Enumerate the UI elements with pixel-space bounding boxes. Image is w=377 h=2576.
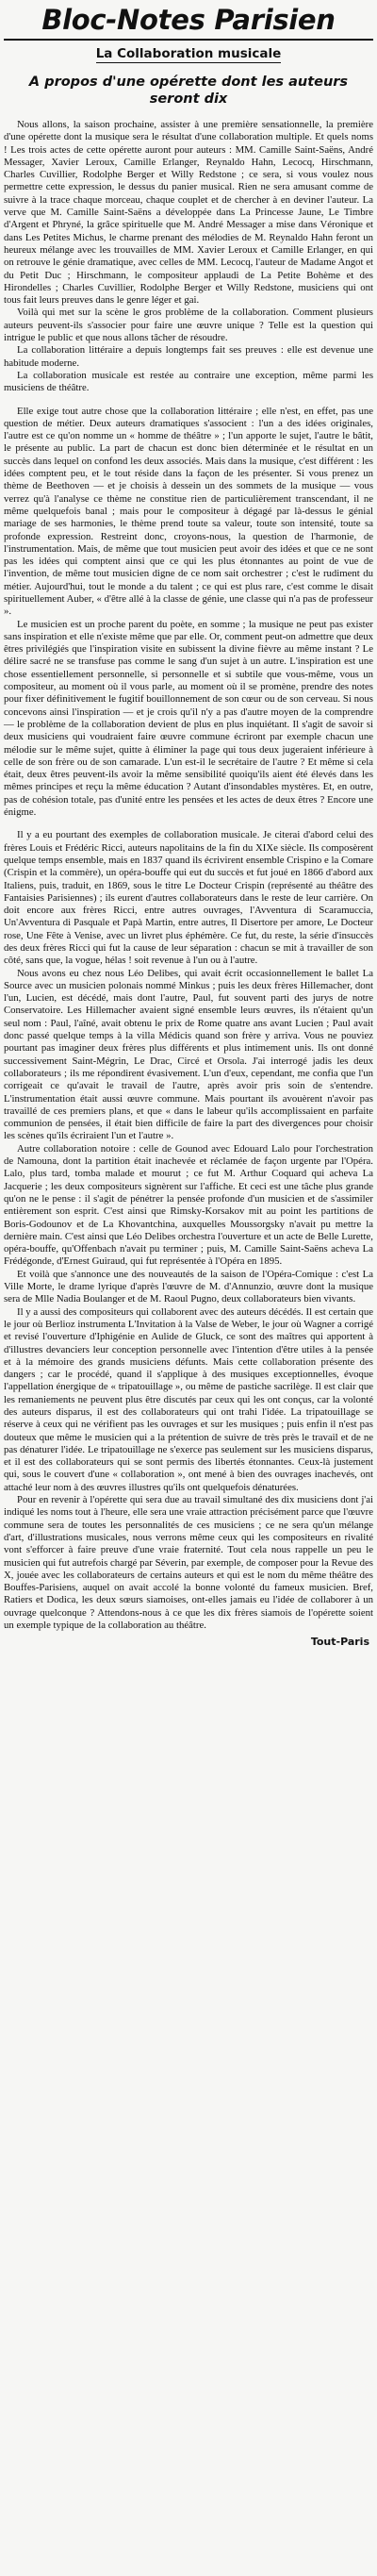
article-paragraph: Nous allons, la saison prochaine, assister à une première sensationnelle, la première d'une opérette dont la musique sera le résultat d'une collaboration multiple. Et quels noms ! Les trois actes de cette opérette auront pour auteurs : MM. Camille Saint-Saëns, André Messager, Xavier Leroux, Camille Erlanger, Reynaldo Hahn, Lecocq, Hirschmann, Charles Cuvillier, Rodolphe Berger et Willy Redstone ; ce sera, si vous voulez nous permettre cette expression, le dessus du panier musical. Rien ne sera amusant comme de suivre à la trace chaque morceau, chaque couplet et de chercher à en deviner l'auteur. La verve que M. Camille Saint-Saëns a développée dans La Princesse Jaune, Le Timbre d'Argent et Phryné, la grâce spirituelle que M. André Messager a mise dans Véronique et dans Les Petites Michus, le charme prenant des mélodies de M. Reynaldo Hahn feront un heureux mélange avec les trouvailles de MM. Xavier Leroux et Camille Erlanger, en qui on retrouve le génie dramatique, avec celles de MM. Lecocq, l'auteur de Madame Angot et du Petit Duc ; Hirschmann, le compositeur applaudi de La Petite Bohème et des Hirondelles ; Charles Cuvillier, Rodolphe Berger et Willy Redstone, musiciens qui ont tous fait leurs preuves dans le genre léger et gai.	[4, 119, 373, 307]
masthead-rule	[4, 39, 373, 41]
article-headline: A propos d'une opérette dont les auteurs seront dix	[28, 75, 349, 107]
article-signature: Tout-Paris	[310, 1636, 369, 1649]
section-spacer	[4, 395, 373, 406]
article-paragraph: Il y a aussi des compositeurs qui collaborent avec des auteurs décédés. Il est certain que le jour où Berlioz instrumenta L'Invitation à la Valse de Weber, le jour où Wagner a corrigé et revisé l'ouverture d'Iphigénie en Aulide de Gluck, ce sont des maîtres qui apportent à d'illustres devanciers leur conception personnelle avec l'intention d'être utiles à la pensée et à la mémoire des grands musiciens défunts. Mais cette collaboration présente des dangers ; car le procédé, quand il s'applique à des musiques exceptionnelles, évoque l'appellation énergique de « tripatouillage », ou même de pastiche sacrilège. Il est clair que les remaniements ne peuvent plus être discutés par ceux qui les ont conçus, car la volonté des auteurs disparus, il est des collaborateurs qui ont trahi l'idée. La tripatouillage se réserve à ceux qui ne vérifient pas les ouvrages et sur les musiques ; puis enfin il n'est pas douteux que même le musicien qui a la prétention de suivre de très près le travail et de ne pas dénaturer l'idée. Le tripatouillage ne s'exerce pas seulement sur les musiciens disparus, et il est des collaborateurs qui se sont permis des libertés étonnantes. Ceux-là justement qui, sous le couvert d'une « collaboration », ont mené à bien des ouvrages inachevés, ont attaché leur nom à des œuvres illustres qu'ils ont quelquefois dénaturées.	[4, 1305, 373, 1493]
article-paragraph: Elle exige tout autre chose que la collaboration littéraire ; elle n'est, en effet, pas une question de métier. Deux auteurs dramatiques s'associent : l'un a des idées originales, l'autre est ce qu'on nomme un « homme de théâtre » ; l'un apporte le sujet, l'autre le bâtit, le présente au public. La part de chacun est donc bien déterminée et le résultat en un succès dans lequel on confond les deux associés. Mais dans la musique, c'est différent : les idées comptent peu, et le tout réside dans la façon de les présenter. Si vous prenez un thème de Beethoven — et je choisis à dessein un des sommets de la musique — vous verrez qu'à l'analyse ce thème ne constitue rien de particulièrement transcendant, il ne même quelquefois banal ; mais pour le compositeur à dégagé par là-dessus le génial mariage de ses harmonies, le thème prend toute sa valeur, toute son intensité, toute sa profonde expression. Restreint donc, croyons-nous, la question de l'harmonie, de l'instrumentation. Mais, de même que tout musicien peut avoir des idées et que ce ne sont pas les idées qui comptent ainsi que ce qui les plus étonnantes au point de vue de l'invention, de même tout musicien digne de ce nom sait orchestrer ; c'est le rudiment du métier. Aujourd'hui, tout le monde a du talent ; ce qui est plus rare, c'est comme le disait spirituellement Auber, « d'être allé à la classe de génie, une classe qui n'a pas de professeur ».	[4, 405, 373, 618]
article-paragraph: Autre collaboration notoire : celle de Gounod avec Edouard Lalo pour l'orchestration de Namouna, dont la partition était inachevée et réclamée de façon urgente par l'Opéra. Lalo, plus tard, tomba malade et mourut ; ce fut M. Arthur Coquard qui acheva La Jacquerie ; les deux compositeurs signèrent sur l'affiche. Et ceci est une tâche plus grande qu'on ne le pense : il s'agit de pénétrer la pensée profonde d'un musicien et de s'assimiler entièrement son esprit. C'est ainsi que Rimsky-Korsakov mit au point les partitions de Boris-Godounov et de La Khovantchina, auxquelles Moussorgsky n'avait pu mettre la dernière main. C'est ainsi que Léo Delibes orchestra l'ouverture et un acte de Belle Lurette, opéra-bouffe, qu'Offenbach n'avait pu terminer ; puis, M. Camille Saint-Saëns acheva La Frédégonde, d'Ernest Guiraud, qui fut représentée à l'Opéra en 1895.	[4, 1142, 373, 1268]
column-masthead: Bloc-Notes Parisien	[41, 4, 336, 36]
article-paragraph: Il y a eu pourtant des exemples de collaboration musicale. Je citerai d'abord celui des frères Louis et Frédéric Ricci, auteurs napolitains de la fin du XIXe siècle. Ils composèrent quelque temps ensemble, mais en 1837 quand ils écrivirent ensemble Crispino e la Comare (Crispin et la commère), un opéra-bouffe qui eut du succès et fut joué en 1866 d'abord aux Italiens, puis, traduit, en 1869, sous le titre Le Docteur Crispin (représenté au théâtre des Fantaisies Parisiennes) ; ils eurent d'autres collaborateurs dans le reste de leur carrière. On doit encore aux frères Ricci, entre autres ouvrages, l'Avventura di Scaramuccia, Un'Avventura di Pasquale et Papà Martin, entre autres, Il Disertore per amore, Le Docteur rose, Une Fête à Venise, avec un livret plus éphémère. Ce fut, du reste, la série d'insuccès des deux frères Ricci qui fut la cause de leur séparation : chacun se mit à travailler de son côté, sans que, la vogue, hélas ! soit revenue à l'un ou à l'autre.	[4, 829, 373, 967]
section-subhead	[4, 45, 373, 62]
section-spacer	[4, 819, 373, 829]
article-paragraph: Pour en revenir à l'opérette qui sera due au travail simultané des dix musiciens dont j'ai indiqué les noms tout à l'heure, elle sera une vraie attraction précisément parce que l'œuvre commune sera de toutes les personnalités de ces musiciens ; ce ne sera qu'un mélange d'art, d'illustrations musicales, nous verrons même ceux qui les compositeurs en rivalité vont s'efforcer à faire preuve d'une vraie fraternité. Tout cela nous rappelle un peu le musicien qui fut autrefois chargé par Séverin, par exemple, de composer pour la Revue des X, jouée avec les collaborateurs de certains auteurs et qui est le nom du même théâtre des Bouffes-Parisiens, auquel on avait accolé la bonne volonté du fameux musicien. Bref, Ratiers et Dodica, les deux sœurs siamoises, ont-elles jamais eu l'idée de collaborer à un ouvrage quelconque ? Attendons-nous à ce que les dix frères siamois de l'opérette soient un exemple typique de la collaboration au théâtre.	[4, 1494, 373, 1632]
section-subhead-text: La Collaboration musicale	[95, 46, 282, 61]
article-paragraph: La collaboration littéraire a depuis longtemps fait ses preuves : elle est devenue une habitude moderne.	[4, 344, 373, 369]
article-paragraph: La collaboration musicale est restée au contraire une exception, même parmi les musiciens de théâtre.	[4, 369, 373, 394]
article-paragraph: Nous avons eu chez nous Léo Delibes, qui avait écrit occasionnellement le ballet La Source avec un musicien polonais nommé Minkus ; puis les deux frères Hillemacher, dont l'un, Lucien, est décédé, mais dont l'autre, Paul, fut souvent parti des jurys de notre Conservatoire. Les Hillemacher avaient signé ensemble leurs œuvres, ils n'étaient qu'un seul nom : Paul, l'aîné, avait obtenu le prix de Rome quatre ans avant Lucien ; Paul avait donc passé quelque temps à la villa Médicis quand son frère y arriva. Vous ne pouviez pourtant pas imaginer deux frères plus différents et plus intimement unis. Ils ont donné successivement Saint-Mégrin, Le Drac, Circé et Orsola. J'ai interrogé jadis les deux collaborateurs ; ils me répondirent évasivement. L'un d'eux, cependant, me confia que l'un corrigeait ce qu'avait le travail de l'autre, après avoir pris soin de s'entendre. L'instrumentation était aussi œuvre commune. Mais pourtant ils avouèrent n'avoir pas travaillé de ces premiers plans, et que « dans le labeur qu'ils accomplissaient en parfaite communion de pensées, il était bien difficile de faire la part des divergences pour choisir les scènes qu'ils écriraient l'un et l'autre ».	[4, 967, 373, 1142]
article-body	[4, 119, 373, 1632]
article-paragraph: Et voilà que s'annonce une des nouveautés de la saison de l'Opéra-Comique : c'est La Ville Morte, le drame lyrique d'après l'œuvre de M. d'Annunzio, œuvre dont la musique sera de Mlle Nadia Boulanger et de M. Raoul Pugno, deux collaborateurs bien vivants.	[4, 1268, 373, 1305]
article-paragraph: Le musicien est un proche parent du poète, en somme ; la musique ne peut pas exister sans inspiration et elle n'existe même que par elle. Or, comment peut-on admettre que deux êtres privilégiés que l'inspiration visite en subissent la divine fièvre au même instant ? Le délire sacré ne se transfuse pas comme le sang d'un sujet à un autre. L'inspiration est une chose essentiellement personnelle, si personnelle et si subtile que vous-même, vous un compositeur, au moment où il vous parle, au moment où il se promène, prendre des notes pour fixer définitivement le fugitif bouillonnement de son cœur ou de son cerveau. Si nous concevons ainsi l'inspiration — et je crois qu'il n'y a pas d'autre moyen de la comprendre — le problème de la collaboration devient de plus en plus inquiétant. Il s'agit de savoir si deux musiciens qui voudraient faire œuvre commune écriront par exemple chacun une mélodie sur le même sujet, quitte à éliminer la page qui tous deux jugeraient inférieure à celle de son frère ou de son camarade. L'un est-il le secrétaire de l'autre ? Et même si cela était, deux êtres peuvent-ils avoir la même sensibilité quoiqu'ils aient été élevés dans les mêmes principes et reçu la même éducation ? Autant d'insondables mystères. Et, en outre, pas de cohésion totale, pas d'unité entre les pensées et les actes de deux êtres ? Encore une énigme.	[4, 618, 373, 819]
article-paragraph: Voilà qui met sur la scène le gros problème de la collaboration. Comment plusieurs auteurs peuvent-ils s'associer pour faire une œuvre unique ? Telle est la question qui intrigue le public et que nous allons tâcher de résoudre.	[4, 307, 373, 344]
